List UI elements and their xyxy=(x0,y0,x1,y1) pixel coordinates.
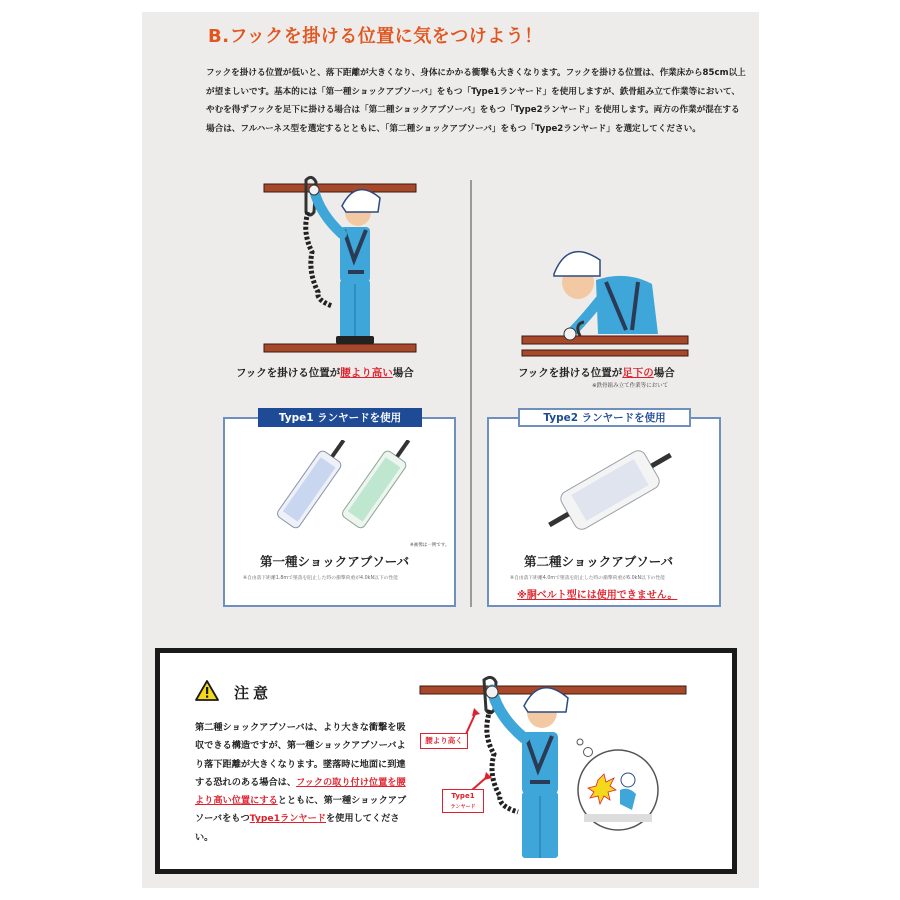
left-caption: フックを掛ける位置が腰より高い場合 xyxy=(236,367,414,379)
type1-image-note: ※画像は一例です。 xyxy=(410,543,450,548)
type1-spec: ※自由落下距離1.8mで墜落を阻止した時の衝撃荷重が4.0kN以下の性能 xyxy=(243,576,399,581)
left-caption-highlight: 腰より高い xyxy=(340,367,393,379)
section-title: B.フックを掛ける位置に気をつけよう！ xyxy=(208,26,543,47)
right-caption-note: ※鉄骨組み立て作業等において xyxy=(592,383,669,389)
caution-worker-illustration xyxy=(418,672,688,860)
caution-highlight-2: Type1ランヤード xyxy=(249,813,326,825)
type1-absorber-name: 第一種ショックアブソーバ xyxy=(260,554,410,569)
right-caption-highlight: 足下の xyxy=(622,367,654,379)
type2-spec: ※自由落下距離4.0mで墜落を阻止した時の衝撃荷重が6.0kN以下の性能 xyxy=(510,576,666,581)
worker-hook-low-illustration xyxy=(520,240,690,360)
warning-triangle-icon xyxy=(195,680,219,701)
tag-waist-high: 腰より高く xyxy=(420,733,468,749)
type2-badge: Type2 ランヤードを使用 xyxy=(518,408,691,427)
type1-badge: Type1 ランヤードを使用 xyxy=(258,408,422,427)
intro-paragraph: フックを掛ける位置が低いと、落下距離が大きくなり、身体にかかる衝撃も大きくなります。フックを掛ける位置は、作業床から85cm以上が望ましいです。基本的には「第一種ショックアブソーバ」をもつ「Type1ランヤード」を使用しますが、鉄骨組み立て作業等において、やむを得ずフックを足下に掛ける場合は「第二種ショックアブソーバ」をもつ「Type2ランヤード」を使用します。両方の作業が混在する場合は、フルハーネス型を選定するとともに、「第二種ショックアブソーバ」をもつ「Type2ランヤード」を選定してください。 xyxy=(206,68,746,134)
caution-title: 注意 xyxy=(234,684,273,702)
caution-text: 第二種ショックアブソーバは、より大きな衝撃を吸収できる構造ですが、第一種ショックアブソーバより落下距離が大きくなります。墜落時に地面に到達する恐れのある場合は、フックの取り付け位置を腰より高い位置にするとともに、第一種ショックアブソーバをもつType1ランヤードを使用してください。 xyxy=(195,722,407,843)
tag-type1-lanyard: Type1 ランヤード xyxy=(442,789,484,813)
center-divider xyxy=(470,180,472,607)
worker-hook-high-illustration xyxy=(258,172,418,357)
type1-absorber-image xyxy=(255,440,430,540)
right-caption: フックを掛ける位置が足下の場合 xyxy=(518,367,675,379)
type2-absorber-name: 第二種ショックアブソーバ xyxy=(524,554,674,569)
type2-absorber-image xyxy=(540,435,680,540)
caution-highlight-1: フックの取り付け位置を腰より高い位置にする xyxy=(195,776,406,807)
type2-warning: ※胴ベルト型には使用できません。 xyxy=(517,590,678,601)
